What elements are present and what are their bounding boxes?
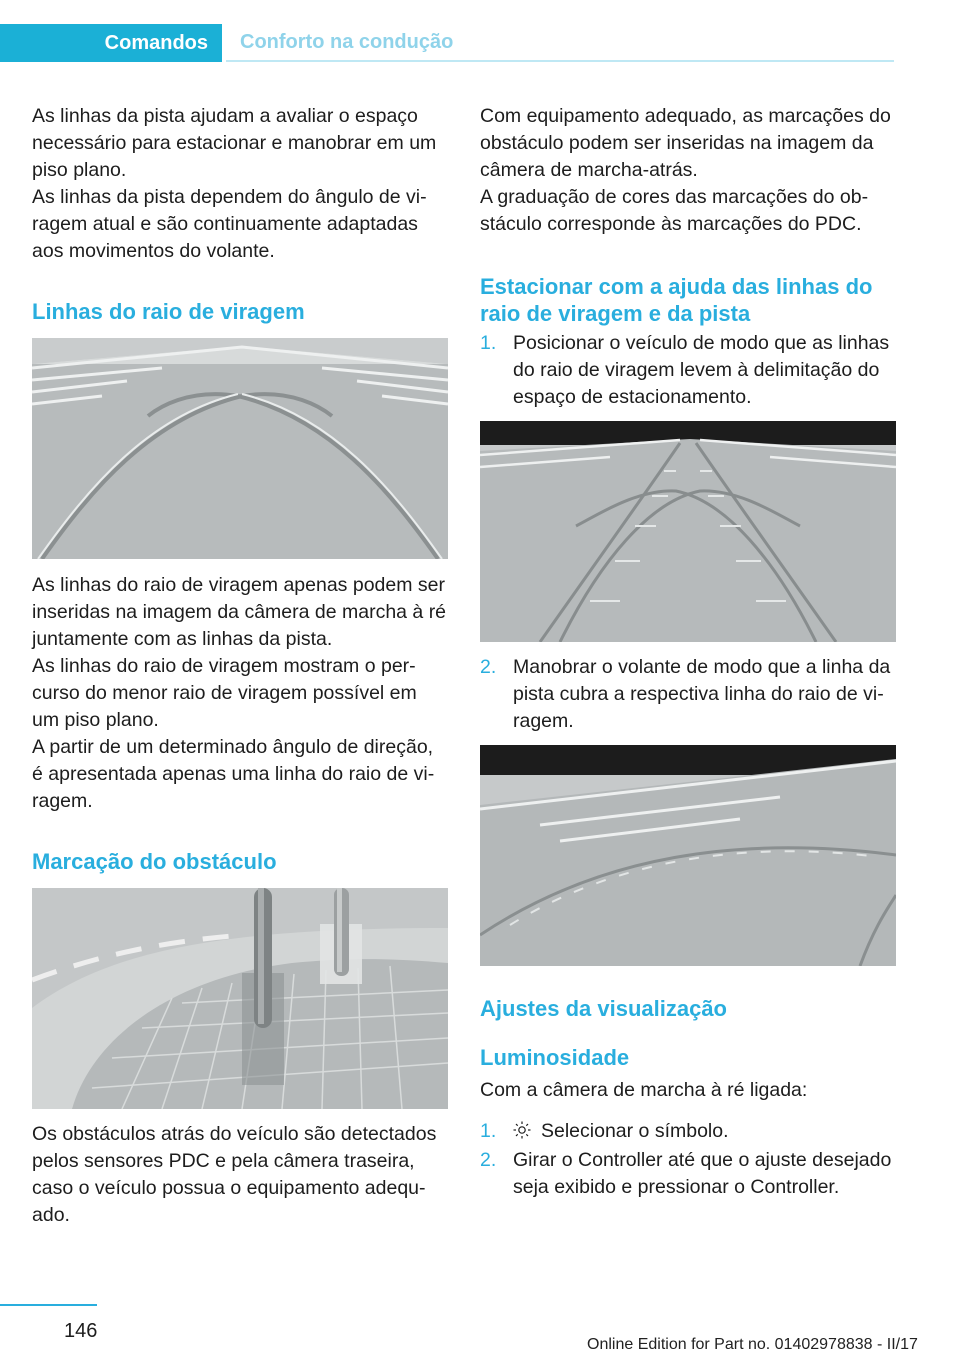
step-text: Girar o Controller até que o ajuste desejado seja exibido e pressionar o Controller. (513, 1149, 892, 1198)
subheading-brightness: Luminosidade (480, 1045, 630, 1070)
figure-steering-alignment (480, 745, 896, 966)
paragraph: As linhas da pista ajudam a avaliar o espaço necessário para estacionar e manobrar em um piso plano. (32, 105, 437, 181)
obstacle-camera-image (32, 888, 448, 1109)
page-number: 146 (64, 1320, 98, 1342)
section-heading-display-settings: Ajustes da visualização (480, 996, 727, 1021)
paragraph: Com equipamento adequado, as marcações do obstáculo podem ser inseridas na imagem da câmera de marcha-atrás. (480, 105, 891, 181)
figure-parking-turning-lines (480, 421, 896, 642)
edition-footer: Online Edition for Part no. 01402978838 - II/17 (587, 1336, 918, 1353)
section-heading-turning-radius: Linhas do raio de viragem (32, 299, 305, 324)
paragraph: A partir de um determinado ângulo de direção, é apresentada apenas uma linha do raio de viragem. (32, 736, 435, 812)
paragraph: Com a câmera de marcha à ré ligada: (480, 1079, 808, 1101)
step-text-label: Selecionar o símbolo. (541, 1120, 729, 1142)
paragraph: As linhas do raio de viragem mostram o percurso do menor raio de viragem possível em um piso plano. (32, 655, 417, 731)
step-text: Manobrar o volante de modo que a linha da pista cubra a respectiva linha do raio de viragem. (513, 656, 891, 732)
sun-icon (513, 1120, 531, 1138)
paragraph: A graduação de cores das marcações do obstáculo corresponde às marcações do PDC. (480, 186, 869, 235)
section-tab-comandos: Comandos (0, 24, 222, 62)
section-tab-conforto: Conforto na condução (226, 24, 894, 62)
paragraph: As linhas da pista dependem do ângulo de viragem atual e são continuamente adaptadas aos movimentos do volante. (32, 186, 427, 262)
step-number: 2. (480, 1149, 497, 1171)
section-heading-parking: Estacionar com a ajuda das linhas do raio de viragem e da pista (480, 274, 873, 326)
parking-camera-image (480, 421, 896, 642)
camera-view-image (32, 338, 448, 559)
page-number-bar (0, 1304, 97, 1306)
figure-obstacle-marking (32, 888, 448, 1109)
paragraph: As linhas do raio de viragem apenas podem ser inseridas na imagem da câmera de marcha à ré juntamente com as linhas da pista. (32, 574, 447, 650)
step-number: 1. (480, 1120, 497, 1142)
step-number: 1. (480, 332, 497, 354)
paragraph: Os obstáculos atrás do veículo são detectados pelos sensores PDC e pela câmera traseira, caso o veículo possua o equipamento adequado. (32, 1123, 437, 1226)
step-number: 2. (480, 656, 497, 678)
steering-camera-image (480, 745, 896, 966)
step-text (513, 1118, 896, 1145)
step-text: Posicionar o veículo de modo que as linhas do raio de viragem levem à delimitação do espaço de estacionamento. (513, 332, 890, 408)
figure-turning-radius-lines (32, 338, 448, 559)
section-heading-obstacle: Marcação do obstáculo (32, 849, 277, 874)
